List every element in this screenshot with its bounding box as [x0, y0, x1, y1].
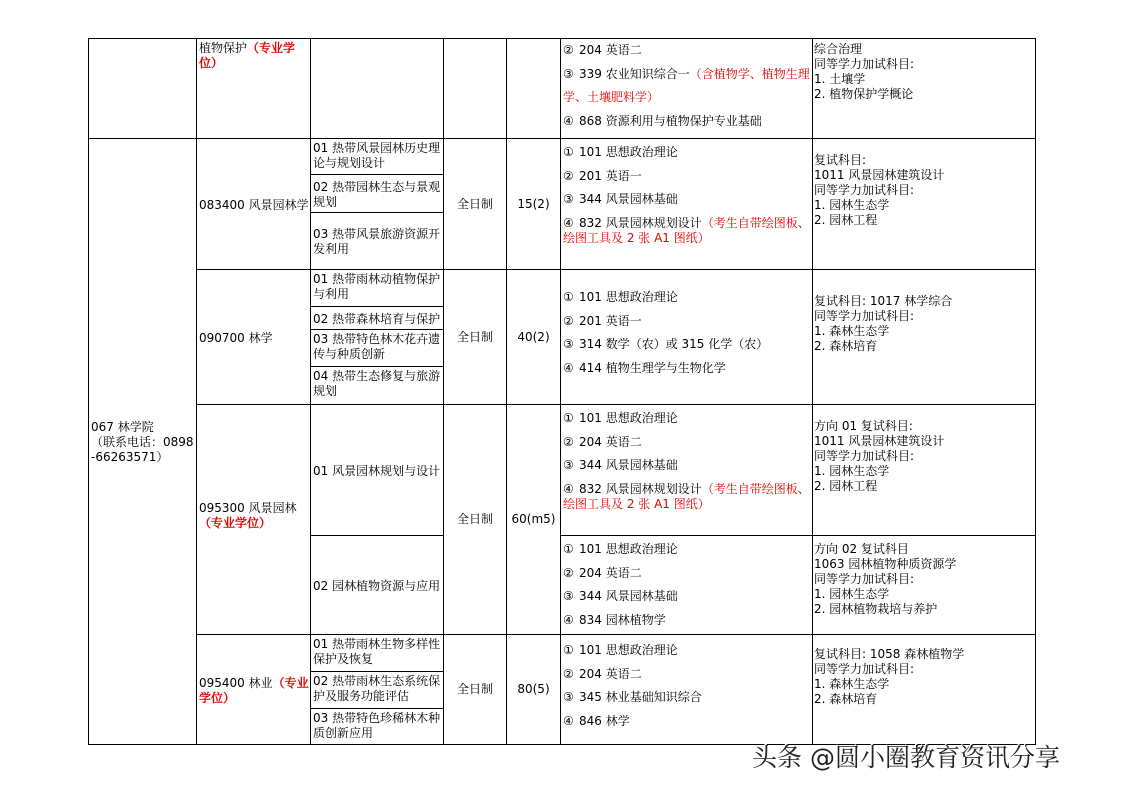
quota-cell-empty: [506, 38, 561, 139]
exam-line: ① 101 思想政治理论: [563, 145, 678, 159]
direction-cell: 02 热带园林生态与景观规划: [310, 174, 444, 213]
exam-line: ② 204 英语二: [563, 43, 642, 57]
exam-note: （含植物学、植物生理学、土壤肥料学）: [563, 66, 810, 104]
quota-cell: 15(2): [506, 138, 561, 270]
direction-cell: 04 热带生态修复与旅游规划: [310, 366, 444, 405]
study-mode-cell: 全日制: [443, 404, 507, 635]
exam-subjects-cell: [560, 138, 813, 270]
exam-subjects-cell: [560, 404, 813, 536]
exam-line: ② 204 英语二: [563, 565, 642, 580]
direction-cell: 03 热带特色林木花卉遗传与种质创新: [310, 329, 444, 367]
exam-line: ③ 345 林业基础知识综合: [563, 690, 702, 704]
quota-cell: 60(m5): [506, 404, 561, 635]
mode-cell-empty: [443, 38, 507, 139]
college-cell-empty: [88, 38, 197, 139]
college-name: 067 林学院: [91, 420, 154, 434]
direction-cell: 01 热带雨林生物多样性保护及恢复: [310, 634, 444, 672]
exam-line: ④ 846 林学: [563, 713, 630, 728]
major-cell-plant-protection: [196, 38, 311, 139]
exam-line: ③ 339 农业知识综合一（含植物学、植物生理学、土壤肥料学）: [563, 66, 810, 104]
exam-line: ④ 868 资源利用与植物保护专业基础: [563, 113, 762, 128]
professional-degree-tag: （专业学位）: [199, 41, 296, 70]
professional-degree-tag: （专业学位）: [199, 516, 272, 530]
direction-cell: 03 热带特色珍稀林木种质创新应用: [310, 708, 444, 745]
exam-line: ① 101 思想政治理论: [563, 290, 678, 304]
major-cell-095300: 095300 风景园林 （专业学位）: [196, 404, 311, 635]
exam-line: ④ 414 植物生理学与生物化学: [563, 360, 726, 375]
exam-line: ① 101 思想政治理论: [563, 643, 678, 657]
retest-cell: 复试科目: 1011 风景园林建筑设计 同等学力加试科目: 1. 园林生态学 2. 园林工程: [812, 138, 1036, 270]
retest-cell: 复试科目: 1017 林学综合 同等学力加试科目: 1. 森林生态学 2. 森林培育: [812, 269, 1036, 405]
exam-subjects-cell: [560, 38, 813, 139]
exam-subjects-cell: [560, 269, 813, 405]
major-cell-090700: 090700 林学: [196, 269, 311, 405]
exam-line: ② 201 英语一: [563, 313, 642, 328]
exam-line: ② 201 英语一: [563, 168, 642, 183]
major-name: 植物保护: [199, 41, 248, 55]
retest-cell: 方向 02 复试科目 1063 园林植物种质资源学 同等学力加试科目: 1. 园林生态学 2. 园林植物栽培与养护: [812, 535, 1036, 635]
study-mode-cell: 全日制: [443, 634, 507, 745]
exam-line: ③ 344 风景园林基础: [563, 192, 678, 206]
direction-cell: 01 风景园林规划与设计: [310, 404, 444, 536]
exam-line: ① 101 思想政治理论: [563, 411, 678, 425]
exam-line: ④ 832 风景园林规划设计（考生自带绘图板、绘图工具及 2 张 A1 图纸）: [563, 215, 810, 245]
college-contact: （联系电话：0898-66263571）: [91, 435, 194, 464]
exam-line: ③ 344 风景园林基础: [563, 589, 678, 603]
professional-degree-tag: （专业学位）: [199, 675, 309, 705]
exam-note: （考生自带绘图板、绘图工具及 2 张 A1 图纸）: [563, 215, 810, 245]
quota-cell: 40(2): [506, 269, 561, 405]
college-cell: [88, 138, 197, 745]
exam-line: ① 101 思想政治理论: [563, 542, 678, 556]
watermark-text: 头条 @圆小圈教育资讯分享: [752, 743, 1060, 772]
exam-line: ③ 314 数学（农）或 315 化学（农）: [563, 337, 769, 351]
direction-cell: 01 热带风景园林历史理论与规划设计: [310, 138, 444, 175]
direction-cell: 03 热带风景旅游资源开发利用: [310, 212, 444, 270]
exam-subjects-cell: [560, 535, 813, 635]
direction-cell: 02 热带雨林生态系统保护及服务功能评估: [310, 671, 444, 709]
retest-cell: 方向 01 复试科目: 1011 风景园林建筑设计 同等学力加试科目: 1. 园林生态学 2. 园林工程: [812, 404, 1036, 536]
exam-note: （考生自带绘图板、绘图工具及 2 张 A1 图纸）: [563, 481, 810, 511]
direction-cell-empty: [310, 38, 444, 139]
direction-cell: 02 园林植物资源与应用: [310, 535, 444, 635]
direction-cell: 02 热带森林培育与保护: [310, 306, 444, 330]
direction-cell: 01 热带雨林动植物保护与利用: [310, 269, 444, 307]
major-cell-083400: 083400 风景园林学: [196, 138, 311, 270]
exam-line: ④ 834 园林植物学: [563, 612, 666, 627]
exam-line: ② 204 英语二: [563, 434, 642, 449]
quota-cell: 80(5): [506, 634, 561, 745]
retest-cell: 综合治理 同等学力加试科目: 1. 土壤学 2. 植物保护学概论: [812, 38, 1036, 139]
retest-cell: 复试科目: 1058 森林植物学 同等学力加试科目: 1. 森林生态学 2. 森林培育: [812, 634, 1036, 745]
exam-line: ④ 832 风景园林规划设计（考生自带绘图板、绘图工具及 2 张 A1 图纸）: [563, 481, 810, 511]
major-cell-095400: 095400 林业（专业学位）: [196, 634, 311, 745]
study-mode-cell: 全日制: [443, 269, 507, 405]
study-mode-cell: 全日制: [443, 138, 507, 270]
exam-subjects-cell: [560, 634, 813, 745]
exam-line: ② 204 英语二: [563, 666, 642, 681]
exam-line: ③ 344 风景园林基础: [563, 458, 678, 472]
